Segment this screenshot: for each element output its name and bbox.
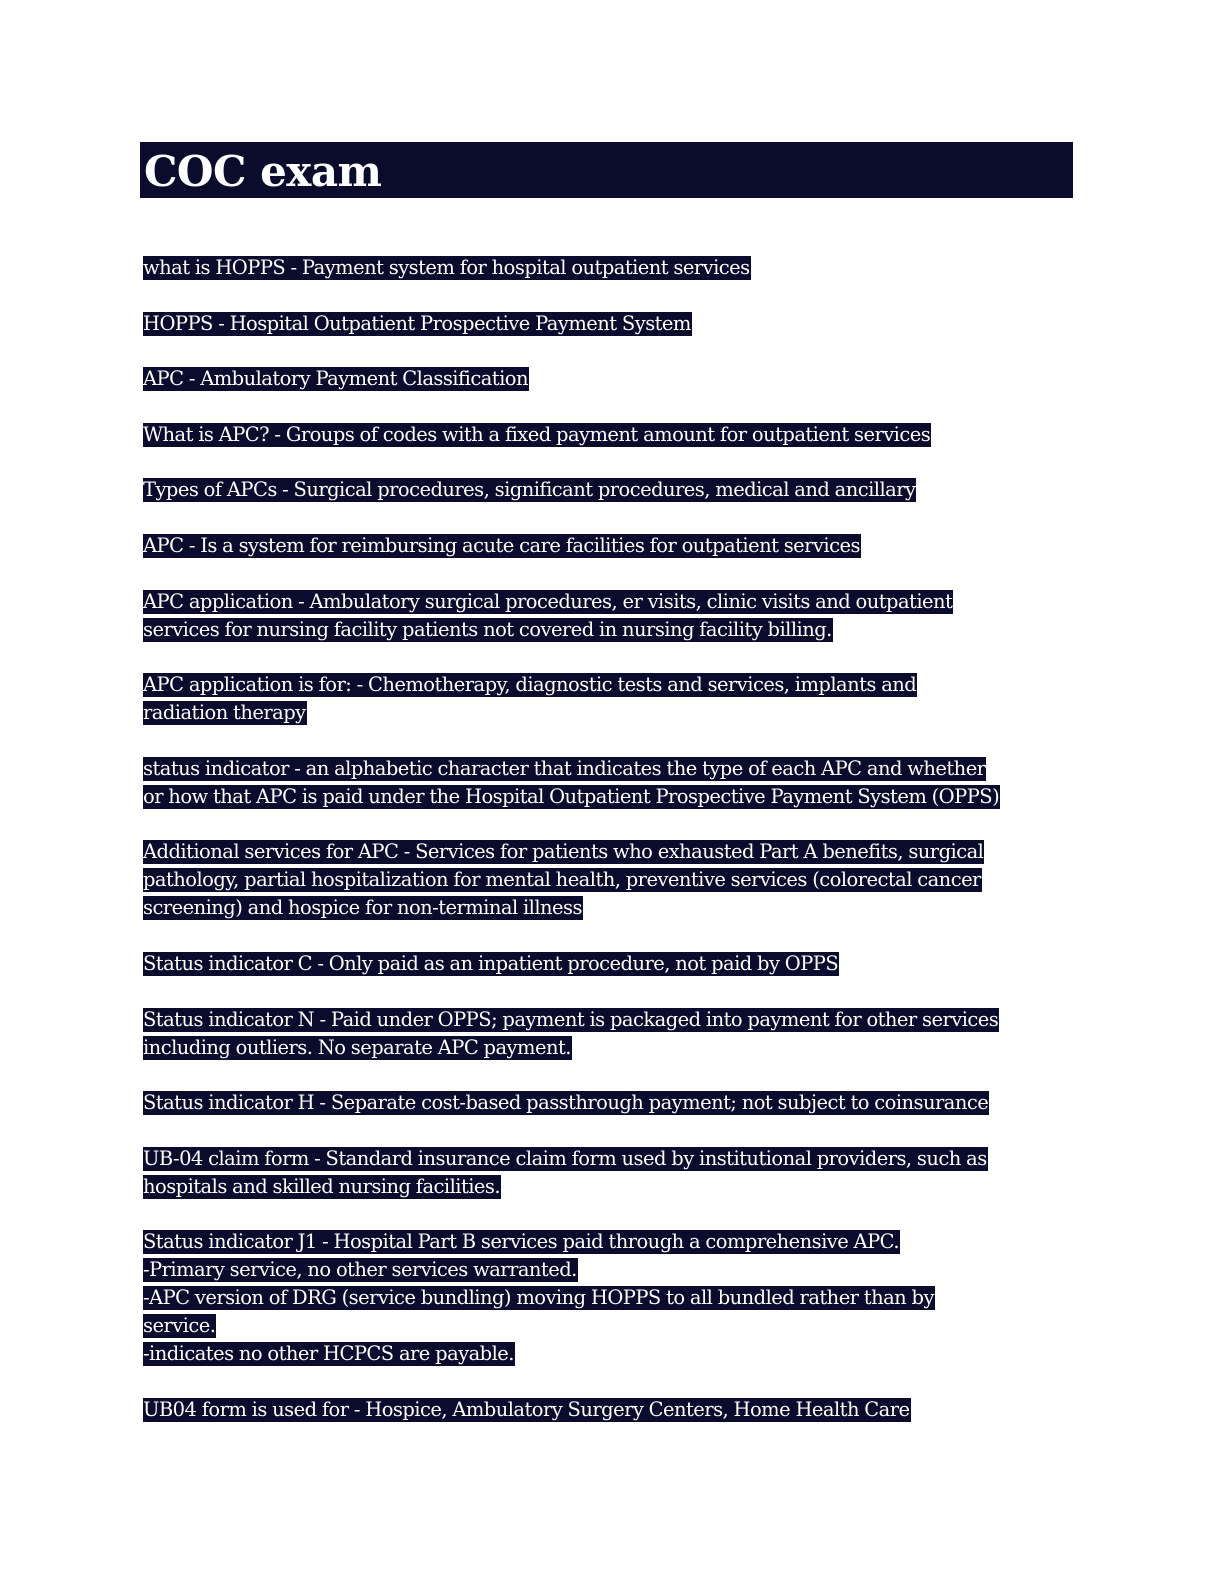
flashcard	[143, 421, 1083, 449]
highlighted-text: APC application is for: - Chemotherapy, diagnostic tests and services, implants and	[143, 673, 917, 697]
flashcard	[143, 838, 1083, 922]
highlighted-text: UB-04 claim form - Standard insurance claim form used by institutional providers, such as	[143, 1146, 987, 1170]
flashcard-line	[143, 838, 1083, 866]
highlighted-text: Types of APCs - Surgical procedures, significant procedures, medical and ancillary	[143, 478, 916, 502]
flashcard-line	[143, 616, 1083, 644]
highlighted-text: status indicator - an alphabetic character that indicates the type of each APC and whether	[143, 756, 986, 780]
flashcard	[143, 310, 1083, 338]
flashcard-line	[143, 1034, 1083, 1062]
flashcard	[143, 950, 1083, 978]
highlighted-text: APC application - Ambulatory surgical procedures, er visits, clinic visits and outpatient	[143, 589, 953, 613]
highlighted-text: hospitals and skilled nursing facilities.	[143, 1174, 501, 1198]
flashcard-line	[143, 866, 1083, 894]
flashcard-line	[143, 421, 1083, 449]
title-banner	[140, 142, 1073, 198]
flashcard-line	[143, 1006, 1083, 1034]
flashcard	[143, 1006, 1083, 1062]
flashcard-line	[143, 476, 1083, 504]
flashcard-list	[143, 254, 1083, 1452]
flashcard-line	[143, 1089, 1083, 1117]
highlighted-text: what is HOPPS - Payment system for hospital outpatient services	[143, 256, 750, 279]
flashcard	[143, 755, 1083, 811]
flashcard-line	[143, 532, 1083, 560]
flashcard-line	[143, 755, 1083, 783]
flashcard-line	[143, 699, 1083, 727]
flashcard-line	[143, 783, 1083, 811]
flashcard	[143, 365, 1083, 393]
flashcard	[143, 588, 1083, 644]
flashcard-line	[143, 1312, 1083, 1340]
highlighted-text: -Primary service, no other services warranted.	[143, 1258, 577, 1282]
flashcard-line	[143, 1228, 1083, 1256]
highlighted-text: Status indicator H - Separate cost-based passthrough payment; not subject to coinsurance	[143, 1091, 989, 1115]
highlighted-text: APC - Ambulatory Payment Classification	[143, 367, 528, 391]
flashcard-line	[143, 1396, 1083, 1424]
highlighted-text: Status indicator J1 - Hospital Part B services paid through a comprehensive APC.	[143, 1230, 899, 1254]
flashcard	[143, 1145, 1083, 1201]
flashcard-line	[143, 894, 1083, 922]
highlighted-text: HOPPS - Hospital Outpatient Prospective Payment System	[143, 311, 691, 335]
highlighted-text: UB04 form is used for - Hospice, Ambulatory Surgery Centers, Home Health Care	[143, 1397, 910, 1421]
flashcard-line	[143, 254, 1083, 282]
highlighted-text: Additional services for APC - Services for patients who exhausted Part A benefits, surgical	[143, 840, 984, 864]
flashcard	[143, 476, 1083, 504]
flashcard	[143, 254, 1083, 282]
highlighted-text: Status indicator C - Only paid as an inpatient procedure, not paid by OPPS	[143, 951, 839, 975]
flashcard-line	[143, 1173, 1083, 1201]
flashcard-line	[143, 671, 1083, 699]
highlighted-text: -indicates no other HCPCS are payable.	[143, 1342, 514, 1366]
highlighted-text: or how that APC is paid under the Hospital Outpatient Prospective Payment System (OPPS)	[143, 784, 1000, 808]
flashcard	[143, 1396, 1083, 1424]
highlighted-text: APC - Is a system for reimbursing acute care facilities for outpatient services	[143, 533, 860, 557]
highlighted-text: -APC version of DRG (service bundling) moving HOPPS to all bundled rather than by	[143, 1286, 934, 1310]
highlighted-text: service.	[143, 1314, 216, 1338]
flashcard	[143, 671, 1083, 727]
flashcard	[143, 1228, 1083, 1368]
highlighted-text: including outliers. No separate APC payment.	[143, 1035, 571, 1059]
highlighted-text: radiation therapy	[143, 701, 306, 725]
flashcard	[143, 532, 1083, 560]
highlighted-text: What is APC? - Groups of codes with a fixed payment amount for outpatient services	[143, 422, 931, 446]
flashcard-line	[143, 950, 1083, 978]
flashcard-line	[143, 1284, 1083, 1312]
flashcard-line	[143, 1145, 1083, 1173]
page-title: COC exam	[144, 147, 382, 196]
flashcard-line	[143, 1256, 1083, 1284]
highlighted-text: pathology, partial hospitalization for mental health, preventive services (colorectal cancer	[143, 868, 981, 892]
flashcard-line	[143, 310, 1083, 338]
highlighted-text: Status indicator N - Paid under OPPS; payment is packaged into payment for other services	[143, 1007, 999, 1031]
flashcard-line	[143, 365, 1083, 393]
highlighted-text: screening) and hospice for non-terminal illness	[143, 896, 582, 920]
highlighted-text: services for nursing facility patients not covered in nursing facility billing.	[143, 617, 832, 641]
flashcard-line	[143, 588, 1083, 616]
flashcard	[143, 1089, 1083, 1117]
flashcard-line	[143, 1340, 1083, 1368]
